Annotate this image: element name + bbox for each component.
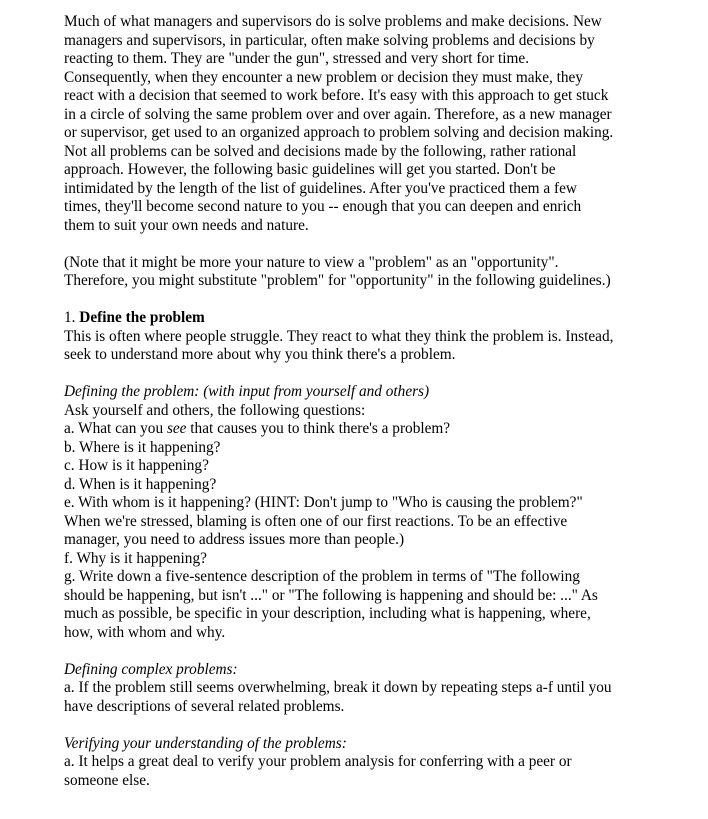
complex-problems-block [64,661,648,717]
text-line: (Note that it might be more your nature to view a "problem" as an "opportunity". [64,253,559,271]
text-line: Consequently, when they encounter a new problem or decision they must make, they [64,68,583,86]
subsection-heading: Defining complex problems: [64,660,238,678]
text-line: seek to understand more about why you think there's a problem. [64,346,456,363]
text-line: Therefore, you might substitute "problem" for "opportunity" in the following guidelines.) [64,272,611,289]
text-line: manager, you need to address issues more than people.) [64,531,405,548]
text-line: them to suit your own needs and nature. [64,216,309,234]
list-item: a. It helps a great deal to verify your problem analysis for conferring with a peer or [64,753,572,770]
subsection-heading: Verifying your understanding of the problems: [64,734,347,752]
text-line: Much of what managers and supervisors do is solve problems and make decisions. New [64,13,602,30]
text-line: much as possible, be specific in your description, including what is happening, where, [64,605,591,622]
text-line: someone else. [64,771,150,789]
text-line: react with a decision that seemed to work before. It's easy with this approach to get stuck [64,87,609,104]
text-line: When we're stressed, blaming is often one of our first reactions. To be an effective [64,512,568,530]
section-title: Define the problem [79,309,205,326]
emphasis-text: see [166,420,187,437]
section-heading [64,309,648,328]
list-item: f. Why is it happening? [64,549,207,567]
defining-problem-block [64,383,648,642]
text-line: or supervisor, get used to an organized approach to problem solving and decision making. [64,124,614,141]
list-item: b. Where is it happening? [64,438,221,456]
intro-paragraph [64,13,648,235]
subsection-heading: Defining the problem: (with input from yourself and others) [64,383,430,400]
text-line: approach. However, the following basic guidelines will get you started. Don't be [64,161,556,178]
text-line: in a circle of solving the same problem over and over again. Therefore, as a new manager [64,105,612,123]
text-line: how, with whom and why. [64,623,226,641]
list-item: e. With whom is it happening? (HINT: Don't jump to "Who is causing the problem?" [64,494,583,511]
list-item: a. If the problem still seems overwhelming, break it down by repeating steps a-f until you [64,679,612,696]
text-line: times, they'll become second nature to you -- enough that you can deepen and enrich [64,198,582,215]
list-item: c. How is it happening? [64,457,209,474]
list-item: d. When is it happening? [64,475,217,493]
verifying-block [64,735,648,791]
list-item-text: that causes you to think there's a problem? [186,420,451,437]
section-define-problem [64,309,648,365]
text-line: Ask yourself and others, the following questions: [64,401,366,419]
text-line: intimidated by the length of the list of guidelines. After you've practiced them a few [64,179,577,197]
text-line: managers and supervisors, in particular, often make solving problems and decisions by [64,31,595,49]
text-line: Not all problems can be solved and decisions made by the following, rather rational [64,142,577,160]
section-number: 1. [64,309,80,326]
text-line: should be happening, but isn't ..." or "The following is happening and should be: ..." As [64,586,598,604]
list-item: g. Write down a five-sentence description of the problem in terms of "The following [64,568,580,585]
text-line: This is often where people struggle. They react to what they think the problem is. Instead, [64,327,614,345]
note-paragraph [64,254,648,291]
list-item [64,420,648,439]
list-item-text: a. What can you [64,420,167,437]
text-line: reacting to them. They are "under the gun", stressed and very short for time. [64,50,530,67]
text-line: have descriptions of several related problems. [64,697,345,715]
